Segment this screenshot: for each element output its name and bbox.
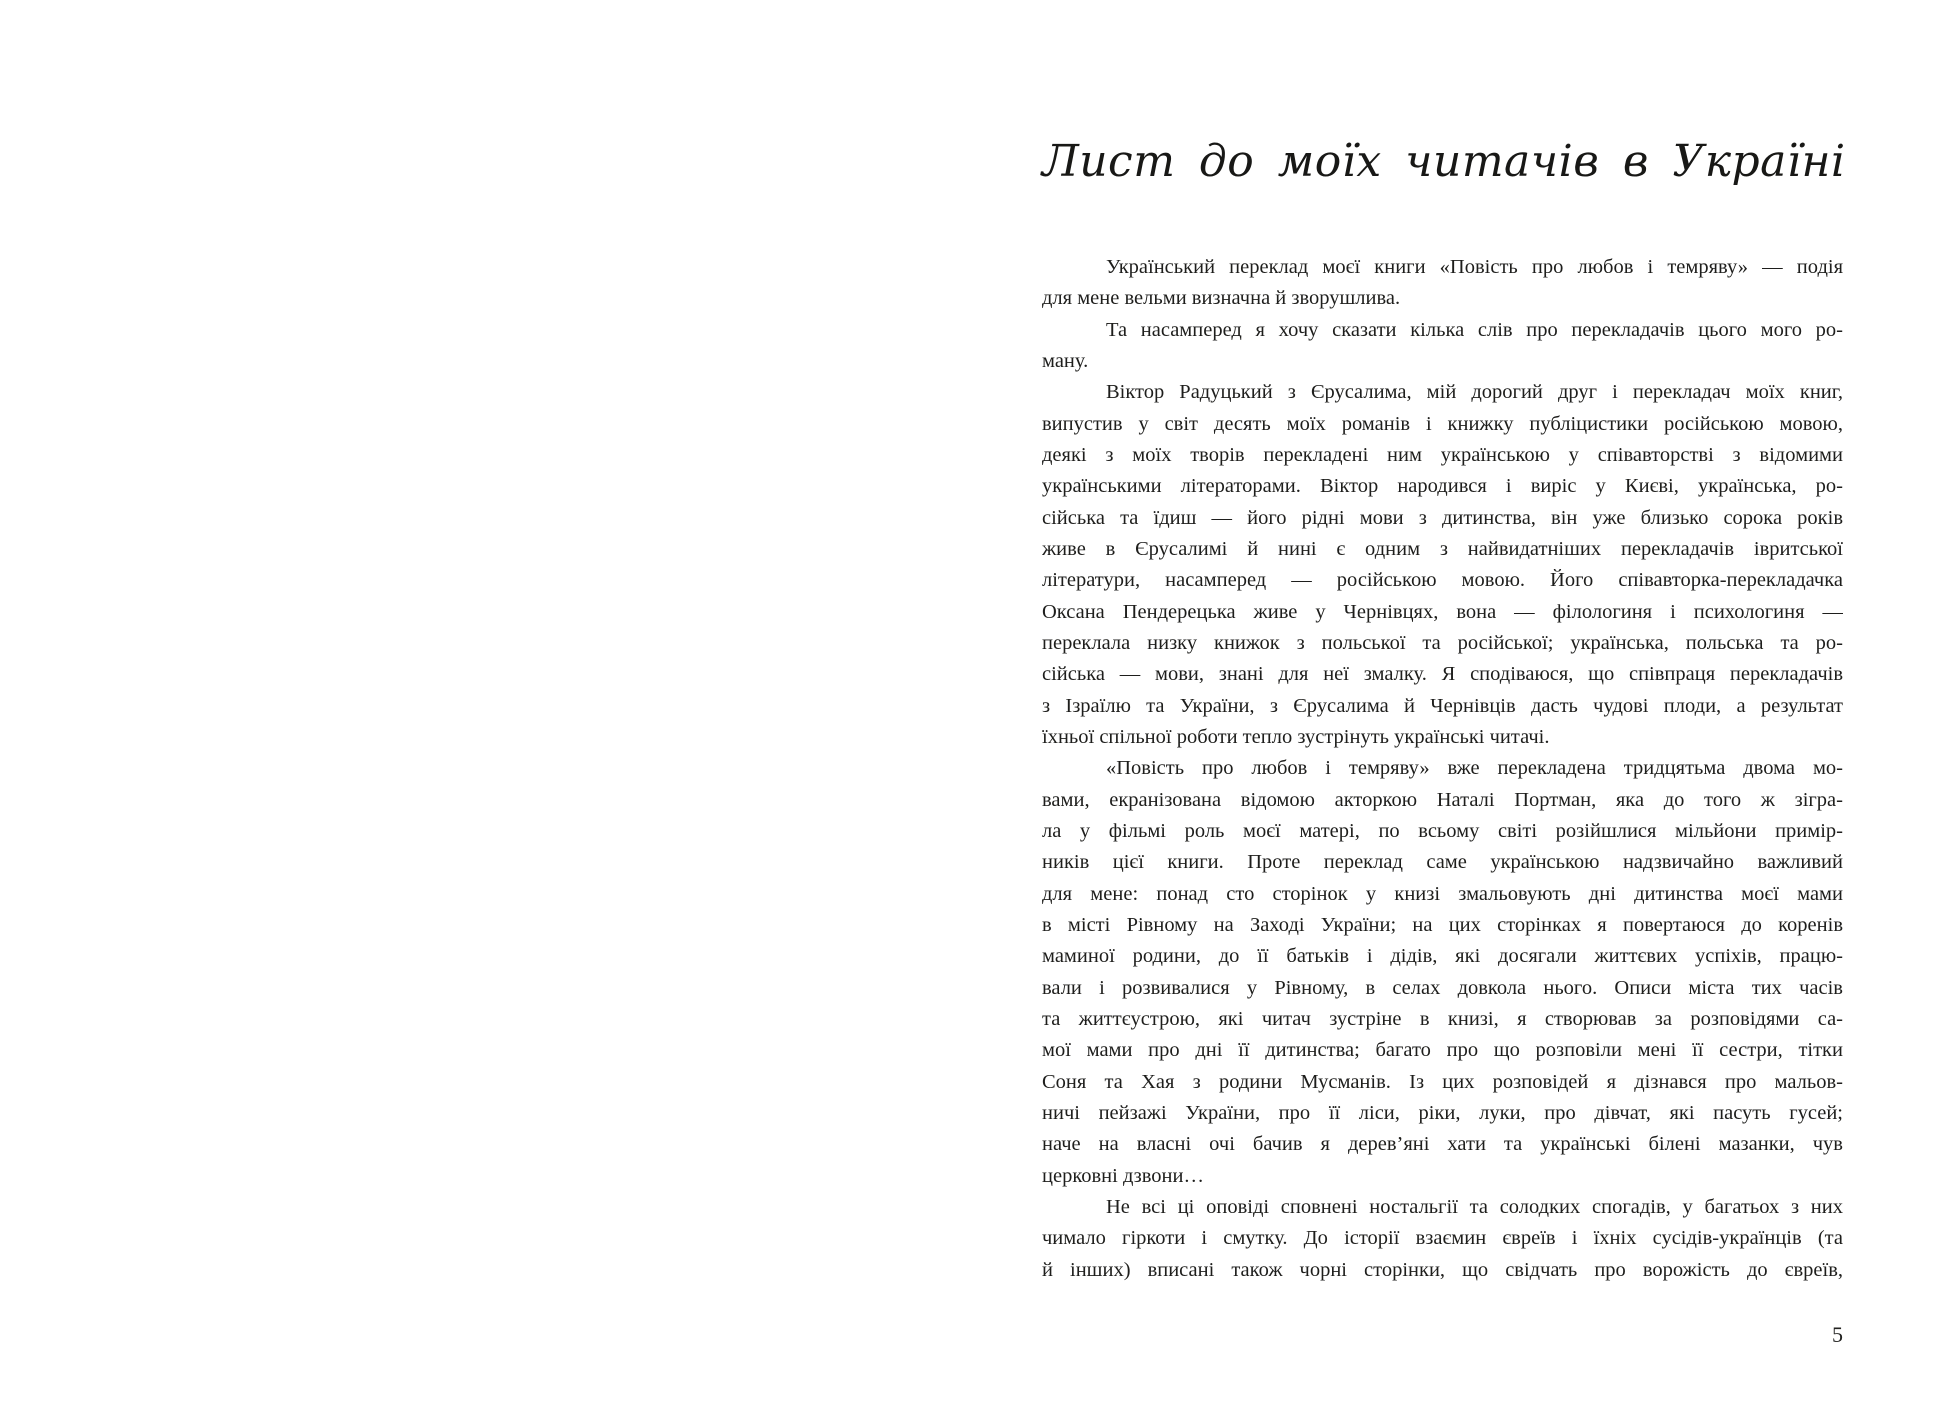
- text-line: Соня та Хая з родини Мусманів. Із цих розповідей я дізнався про мальов-: [1042, 1070, 1843, 1093]
- text-line: деякі з моїх творів перекладені ним українською у співавторстві з відомими: [1042, 443, 1843, 466]
- text-line: маминої родини, до її батьків і дідів, які досягали життєвих успіхів, працю-: [1042, 945, 1843, 968]
- text-line: сійська — мови, знані для неї змалку. Я сподіваюся, що співпраця перекладачів: [1042, 663, 1843, 686]
- text-line: для мене: понад сто сторінок у книзі змальовують дні дитинства моєї мами: [1042, 882, 1843, 905]
- body-text: [1042, 252, 1843, 1286]
- text-line: для мене вельми визначна й зворушлива.: [1042, 287, 1401, 310]
- text-line: та життєустрою, які читач зустріне в книзі, я створював за розповідями са-: [1042, 1007, 1843, 1030]
- text-line: випустив у світ десять моїх романів і книжку публіцистики російською мовою,: [1042, 412, 1843, 435]
- text-line: «Повість про любов і темряву» вже перекладена тридцятьма двома мо-: [1106, 757, 1843, 780]
- text-line: й інших) вписані також чорні сторінки, що свідчать про ворожість до євреїв,: [1042, 1258, 1843, 1281]
- text-line: вали і розвивалися у Рівному, в селах довкола нього. Описи міста тих часів: [1042, 976, 1843, 999]
- paragraph: [1042, 1192, 1843, 1286]
- text-line: церковні дзвони…: [1042, 1164, 1204, 1187]
- text-line: Не всі ці оповіді сповнені ностальгії та солодких спогадів, у багатьох з них: [1106, 1195, 1843, 1218]
- text-line: українськими літераторами. Віктор народився і виріс у Києві, українська, ро-: [1042, 475, 1843, 498]
- text-line: наче на власні очі бачив я дерев’яні хати та українські білені мазанки, чув: [1042, 1133, 1843, 1156]
- text-line: Український переклад моєї книги «Повість про любов і темряву» — подія: [1106, 256, 1843, 278]
- text-line: сійська та їдиш — його рідні мови з дитинства, він уже близько сорока років: [1042, 506, 1843, 529]
- paragraph: [1042, 252, 1843, 315]
- text-line: Оксана Пендерецька живе у Чернівцях, вона — філологиня і психологиня —: [1042, 600, 1843, 623]
- paragraph: [1042, 377, 1843, 753]
- text-line: переклала низку книжок з польської та російської; українська, польська та ро-: [1042, 631, 1843, 654]
- text-line: чимало гіркоти і смутку. До історії взаємин євреїв і їхніх сусідів-українців (та: [1042, 1227, 1843, 1250]
- text-line: ла у фільмі роль моєї матері, по всьому світі розійшлися мільйони примір-: [1042, 819, 1843, 842]
- text-line: Та насамперед я хочу сказати кілька слів про перекладачів цього мого ро-: [1106, 318, 1843, 341]
- text-line: Віктор Радуцький з Єрусалима, мій дорогий друг і перекладач моїх книг,: [1106, 381, 1843, 404]
- page-number: 5: [1832, 1322, 1843, 1347]
- paragraph: [1042, 315, 1843, 378]
- text-line: живе в Єрусалимі й нині є одним з найвидатніших перекладачів івритської: [1042, 537, 1843, 560]
- text-line: з Ізраїлю та України, з Єрусалима й Чернівців дасть чудові плоди, а результат: [1042, 694, 1843, 717]
- text-line: в місті Рівному на Заході України; на цих сторінках я повертаюся до коренів: [1042, 913, 1843, 936]
- page-title: Лист до моїх читачів в Україні: [1042, 136, 1846, 187]
- text-line: мої мами про дні її дитинства; багато про що розповіли мені її сестри, тітки: [1042, 1039, 1843, 1062]
- text-line: їхньої спільної роботи тепло зустрінуть українські читачі.: [1042, 725, 1550, 748]
- text-line: вами, екранізована відомою акторкою Наталі Портман, яка до того ж зігра-: [1042, 788, 1843, 811]
- text-line: ничі пейзажі України, про її ліси, ріки, луки, про дівчат, які пасуть гусей;: [1042, 1101, 1843, 1124]
- text-line: літератури, насамперед — російською мовою. Його співавторка-перекладачка: [1042, 569, 1843, 592]
- paragraph: [1042, 753, 1843, 1192]
- text-line: ману.: [1042, 349, 1089, 372]
- text-line: ників цієї книги. Проте переклад саме українською надзвичайно важливий: [1042, 851, 1843, 874]
